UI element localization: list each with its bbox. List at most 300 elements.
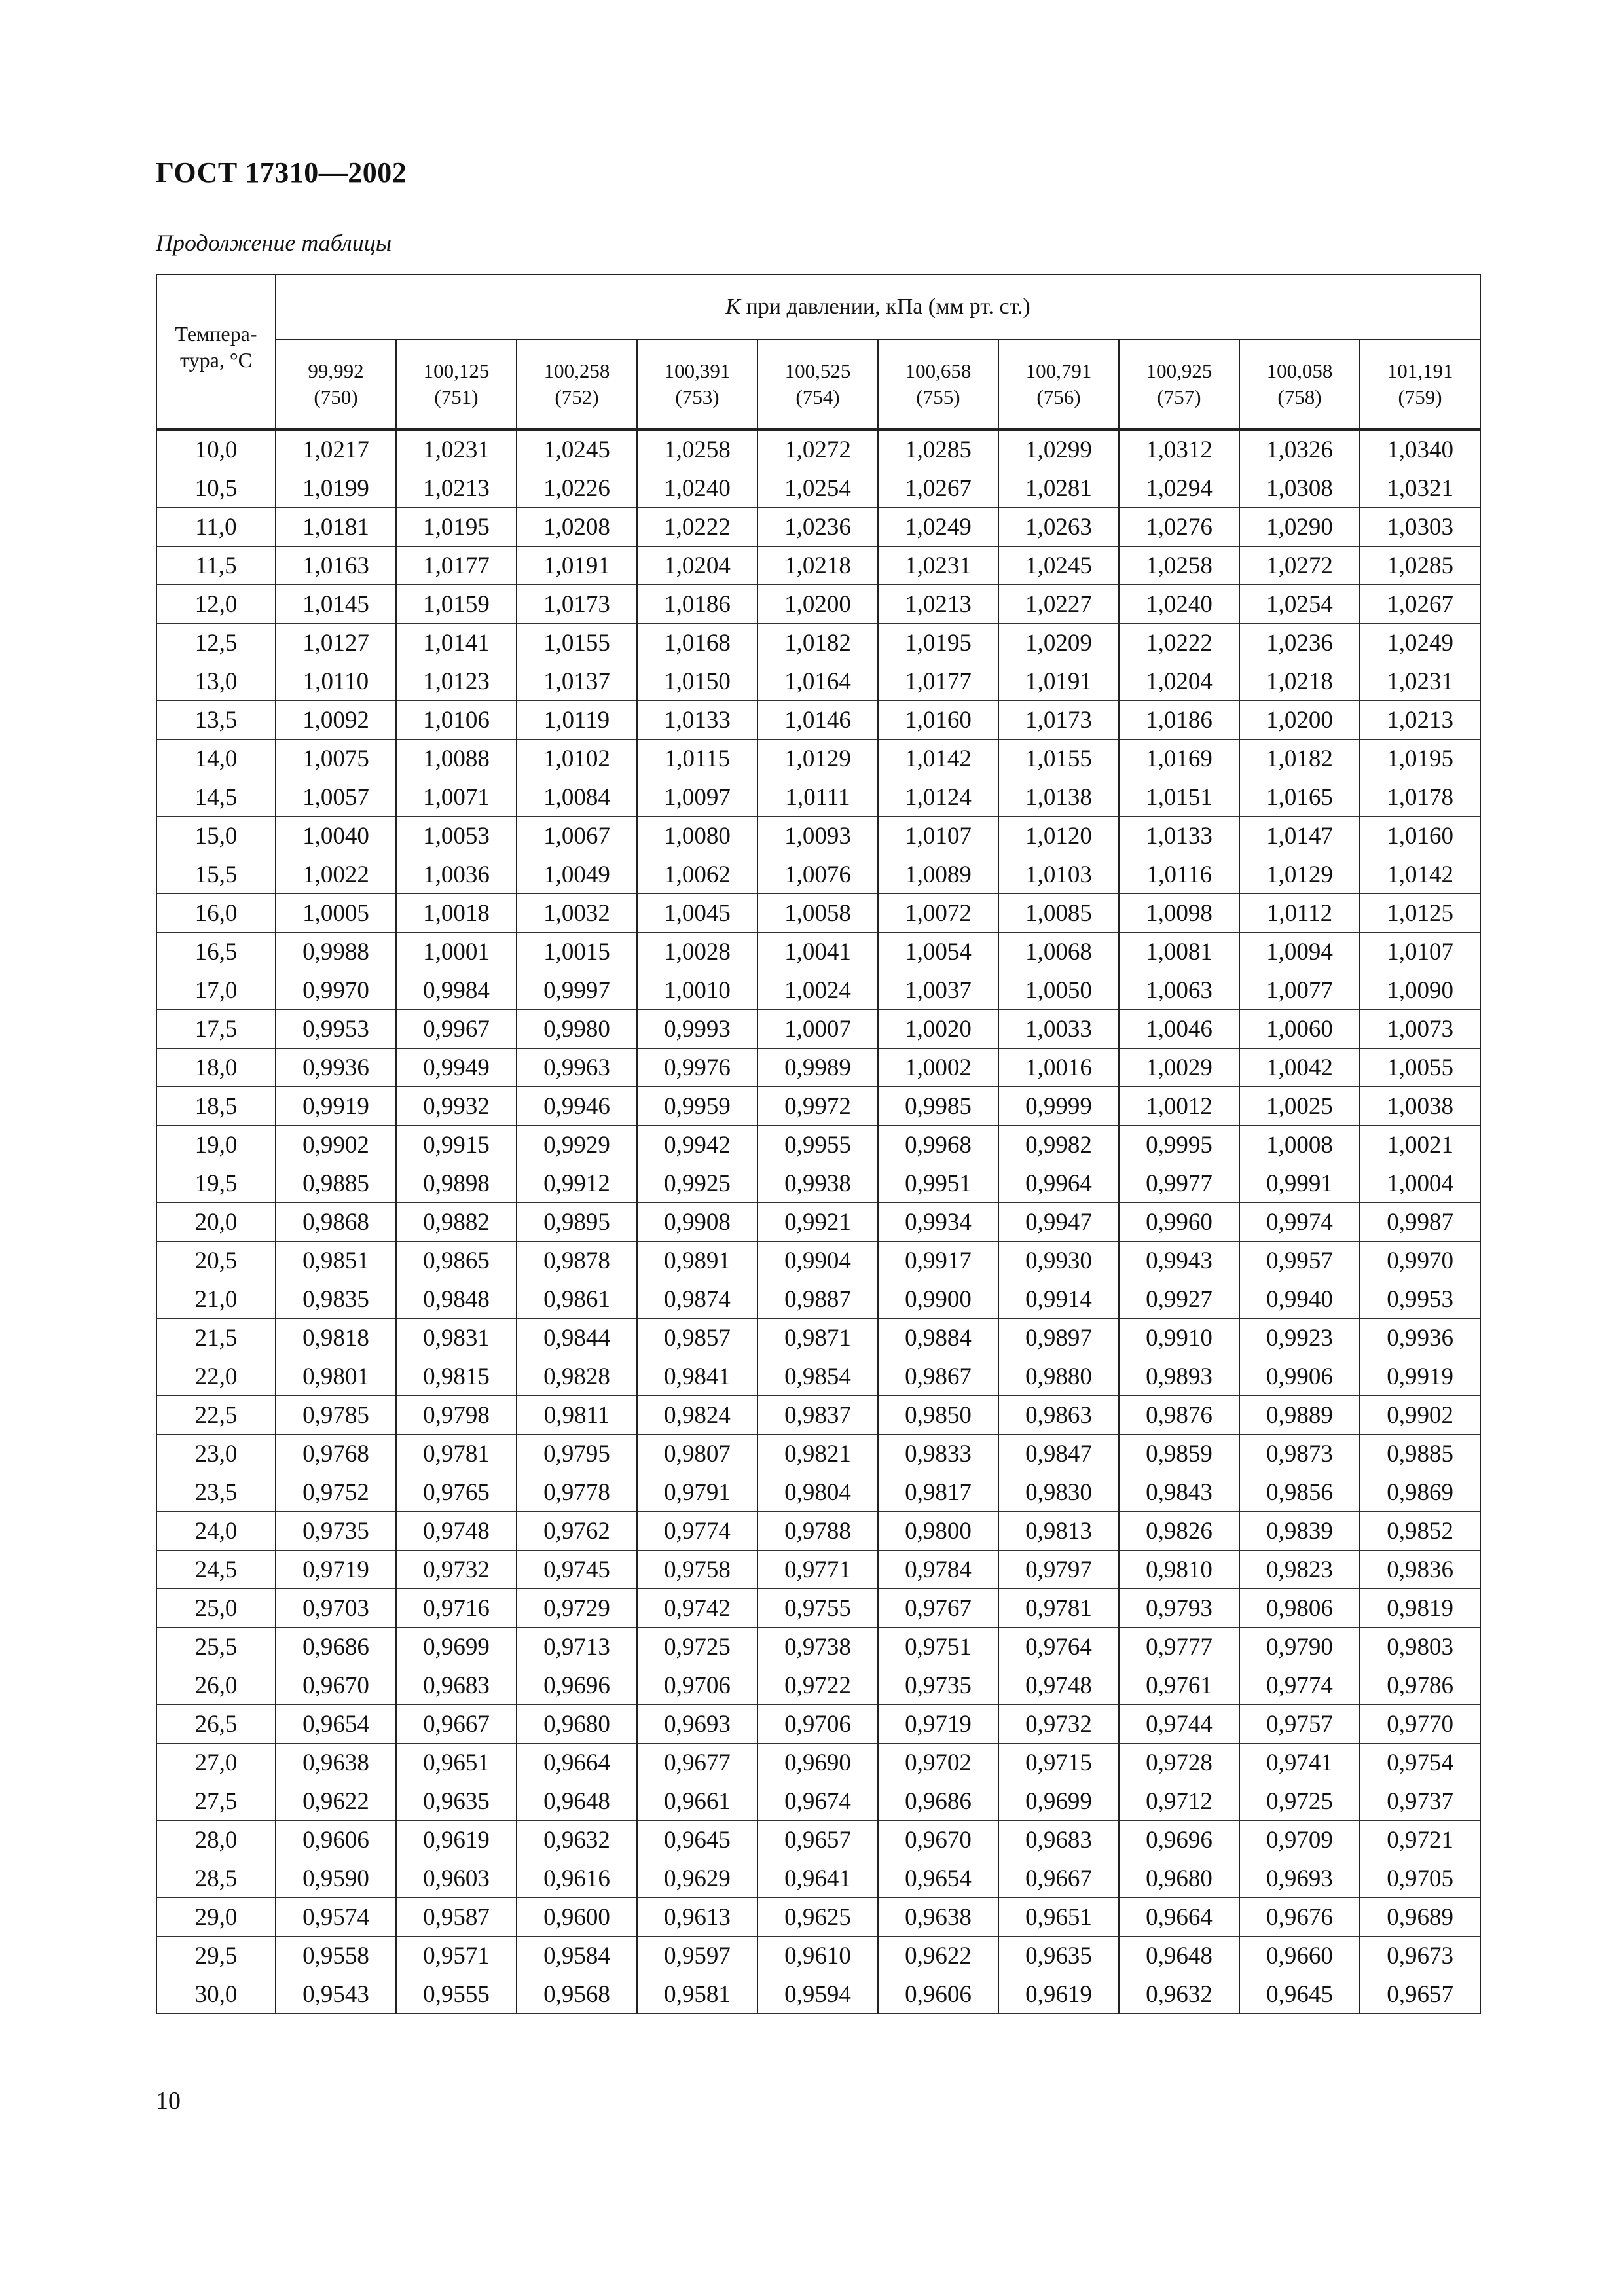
k-value-cell: 1,0272 <box>1239 547 1360 585</box>
k-value-cell: 0,9917 <box>878 1242 998 1280</box>
k-value-cell: 1,0164 <box>757 662 878 701</box>
k-value-cell: 0,9752 <box>276 1473 396 1512</box>
k-value-cell: 1,0222 <box>1119 624 1239 662</box>
k-value-cell: 0,9729 <box>517 1589 637 1628</box>
temperature-cell: 20,5 <box>156 1242 276 1280</box>
table-row <box>156 1280 1480 1319</box>
k-value-cell: 0,9836 <box>1360 1551 1480 1589</box>
k-value-cell: 0,9748 <box>998 1666 1119 1705</box>
table-row <box>156 1898 1480 1937</box>
k-value-cell: 0,9942 <box>637 1126 757 1164</box>
k-value-cell: 1,0303 <box>1360 508 1480 547</box>
k-value-cell: 1,0036 <box>396 855 517 894</box>
temperature-cell: 25,0 <box>156 1589 276 1628</box>
k-value-cell: 0,9791 <box>637 1473 757 1512</box>
k-value-cell: 0,9817 <box>878 1473 998 1512</box>
k-value-cell: 0,9936 <box>1360 1319 1480 1357</box>
k-value-cell: 1,0249 <box>878 508 998 547</box>
k-value-cell: 0,9610 <box>757 1937 878 1975</box>
k-value-cell: 1,0141 <box>396 624 517 662</box>
k-value-cell: 0,9635 <box>998 1937 1119 1975</box>
pressure-column-header <box>878 340 998 429</box>
k-value-cell: 0,9764 <box>998 1628 1119 1666</box>
pressure-column-header <box>1119 340 1239 429</box>
k-value-cell: 0,9801 <box>276 1357 396 1396</box>
pressure-column-header <box>276 340 396 429</box>
k-value-cell: 0,9771 <box>757 1551 878 1589</box>
k-value-cell: 1,0067 <box>517 817 637 855</box>
k-value-cell: 1,0116 <box>1119 855 1239 894</box>
k-value-cell: 1,0127 <box>276 624 396 662</box>
pressure-column-header <box>517 340 637 429</box>
temperature-header-line-1: Темпера- <box>175 322 257 346</box>
k-value-cell: 0,9790 <box>1239 1628 1360 1666</box>
k-value-cell: 0,9654 <box>878 1859 998 1898</box>
pressure-mmhg: (758) <box>1277 386 1322 408</box>
k-value-cell: 0,9677 <box>637 1744 757 1782</box>
k-value-cell: 0,9597 <box>637 1937 757 1975</box>
k-value-cell: 1,0016 <box>998 1049 1119 1087</box>
k-value-cell: 0,9584 <box>517 1937 637 1975</box>
k-value-cell: 0,9568 <box>517 1975 637 2014</box>
k-value-cell: 0,9878 <box>517 1242 637 1280</box>
k-value-cell: 0,9706 <box>757 1705 878 1744</box>
k-value-cell: 1,0326 <box>1239 429 1360 469</box>
k-value-cell: 1,0213 <box>878 585 998 624</box>
table-row <box>156 547 1480 585</box>
k-value-cell: 0,9848 <box>396 1280 517 1319</box>
table-row <box>156 1396 1480 1435</box>
k-value-cell: 1,0272 <box>757 429 878 469</box>
k-value-cell: 1,0226 <box>517 469 637 508</box>
k-value-cell: 1,0037 <box>878 971 998 1010</box>
k-value-cell: 1,0057 <box>276 778 396 817</box>
k-value-cell: 0,9873 <box>1239 1435 1360 1473</box>
k-value-cell: 0,9709 <box>1239 1821 1360 1859</box>
table-row <box>156 971 1480 1010</box>
temperature-cell: 21,5 <box>156 1319 276 1357</box>
k-value-cell: 0,9963 <box>517 1049 637 1087</box>
k-value-cell: 0,9887 <box>757 1280 878 1319</box>
table-row <box>156 1203 1480 1242</box>
k-value-cell: 0,9984 <box>396 971 517 1010</box>
table-row <box>156 701 1480 740</box>
k-value-cell: 1,0063 <box>1119 971 1239 1010</box>
table-row <box>156 508 1480 547</box>
k-value-cell: 1,0227 <box>998 585 1119 624</box>
k-value-cell: 0,9785 <box>276 1396 396 1435</box>
k-value-cell: 0,9953 <box>1360 1280 1480 1319</box>
table-row <box>156 817 1480 855</box>
k-value-cell: 0,9600 <box>517 1898 637 1937</box>
pressure-kpa: 100,058 <box>1266 359 1333 382</box>
k-value-cell: 0,9641 <box>757 1859 878 1898</box>
k-value-cell: 1,0245 <box>998 547 1119 585</box>
k-value-cell: 0,9767 <box>878 1589 998 1628</box>
temperature-cell: 11,5 <box>156 547 276 585</box>
temperature-header-line-2: тура, °C <box>180 348 252 372</box>
k-value-cell: 0,9735 <box>276 1512 396 1551</box>
temperature-cell: 13,0 <box>156 662 276 701</box>
pressure-mmhg: (756) <box>1036 386 1081 408</box>
table-row <box>156 1319 1480 1357</box>
table-row <box>156 1473 1480 1512</box>
k-value-cell: 1,0294 <box>1119 469 1239 508</box>
k-value-cell: 0,9957 <box>1239 1242 1360 1280</box>
k-value-cell: 0,9761 <box>1119 1666 1239 1705</box>
k-value-cell: 0,9861 <box>517 1280 637 1319</box>
k-value-cell: 1,0073 <box>1360 1010 1480 1049</box>
k-value-cell: 1,0254 <box>757 469 878 508</box>
k-value-cell: 1,0028 <box>637 933 757 971</box>
k-value-cell: 1,0285 <box>1360 547 1480 585</box>
k-value-cell: 0,9871 <box>757 1319 878 1357</box>
k-value-cell: 0,9898 <box>396 1164 517 1203</box>
pressure-mmhg: (752) <box>555 386 599 408</box>
k-value-cell: 0,9745 <box>517 1551 637 1589</box>
k-value-cell: 0,9784 <box>878 1551 998 1589</box>
k-value-cell: 0,9648 <box>1119 1937 1239 1975</box>
k-value-cell: 1,0173 <box>998 701 1119 740</box>
k-value-cell: 0,9680 <box>517 1705 637 1744</box>
pressure-kpa: 100,791 <box>1025 359 1092 382</box>
k-value-cell: 1,0312 <box>1119 429 1239 469</box>
k-value-cell: 1,0177 <box>396 547 517 585</box>
k-value-cell: 0,9667 <box>396 1705 517 1744</box>
k-value-cell: 0,9648 <box>517 1782 637 1821</box>
header-row-group <box>156 274 1480 340</box>
pressure-column-header <box>1239 340 1360 429</box>
k-value-cell: 0,9619 <box>998 1975 1119 2014</box>
k-value-cell: 0,9874 <box>637 1280 757 1319</box>
temperature-cell: 23,5 <box>156 1473 276 1512</box>
temperature-cell: 10,5 <box>156 469 276 508</box>
k-value-cell: 0,9818 <box>276 1319 396 1357</box>
k-value-cell: 1,0218 <box>757 547 878 585</box>
k-value-cell: 0,9645 <box>1239 1975 1360 2014</box>
k-value-cell: 1,0236 <box>757 508 878 547</box>
k-value-cell: 1,0112 <box>1239 894 1360 933</box>
k-value-cell: 0,9774 <box>1239 1666 1360 1705</box>
k-value-cell: 1,0115 <box>637 740 757 778</box>
pressure-kpa: 100,658 <box>905 359 972 382</box>
k-value-cell: 0,9865 <box>396 1242 517 1280</box>
k-value-cell: 1,0094 <box>1239 933 1360 971</box>
k-value-cell: 0,9804 <box>757 1473 878 1512</box>
k-value-cell: 1,0125 <box>1360 894 1480 933</box>
k-value-cell: 0,9719 <box>276 1551 396 1589</box>
k-value-cell: 0,9972 <box>757 1087 878 1126</box>
k-value-cell: 0,9819 <box>1360 1589 1480 1628</box>
k-value-cell: 1,0281 <box>998 469 1119 508</box>
k-value-cell: 1,0093 <box>757 817 878 855</box>
k-value-cell: 1,0110 <box>276 662 396 701</box>
k-value-cell: 1,0129 <box>757 740 878 778</box>
k-value-cell: 1,0129 <box>1239 855 1360 894</box>
k-value-cell: 1,0103 <box>998 855 1119 894</box>
temperature-cell: 12,5 <box>156 624 276 662</box>
temperature-column-header <box>156 274 276 429</box>
k-value-cell: 1,0041 <box>757 933 878 971</box>
k-value-cell: 1,0098 <box>1119 894 1239 933</box>
k-value-cell: 0,9977 <box>1119 1164 1239 1203</box>
k-value-cell: 1,0012 <box>1119 1087 1239 1126</box>
k-value-cell: 1,0090 <box>1360 971 1480 1010</box>
k-value-cell: 0,9725 <box>1239 1782 1360 1821</box>
k-value-cell: 1,0010 <box>637 971 757 1010</box>
k-value-cell: 0,9968 <box>878 1126 998 1164</box>
k-value-cell: 1,0182 <box>757 624 878 662</box>
k-value-cell: 1,0046 <box>1119 1010 1239 1049</box>
k-value-cell: 0,9732 <box>998 1705 1119 1744</box>
table-row <box>156 662 1480 701</box>
k-value-cell: 1,0024 <box>757 971 878 1010</box>
k-value-cell: 1,0200 <box>1239 701 1360 740</box>
temperature-cell: 24,5 <box>156 1551 276 1589</box>
k-value-cell: 0,9737 <box>1360 1782 1480 1821</box>
k-value-cell: 1,0169 <box>1119 740 1239 778</box>
k-value-cell: 0,9674 <box>757 1782 878 1821</box>
k-value-cell: 0,9982 <box>998 1126 1119 1164</box>
k-value-cell: 0,9777 <box>1119 1628 1239 1666</box>
k-value-cell: 0,9859 <box>1119 1435 1239 1473</box>
header-row-pressures <box>156 340 1480 429</box>
k-value-cell: 0,9955 <box>757 1126 878 1164</box>
k-value-cell: 1,0254 <box>1239 585 1360 624</box>
k-value-cell: 0,9732 <box>396 1551 517 1589</box>
temperature-cell: 10,0 <box>156 429 276 469</box>
temperature-cell: 18,0 <box>156 1049 276 1087</box>
k-value-cell: 0,9716 <box>396 1589 517 1628</box>
k-value-cell: 1,0029 <box>1119 1049 1239 1087</box>
k-value-cell: 0,9837 <box>757 1396 878 1435</box>
k-value-cell: 0,9770 <box>1360 1705 1480 1744</box>
table-row <box>156 1821 1480 1859</box>
k-value-cell: 0,9919 <box>1360 1357 1480 1396</box>
pressure-mmhg: (759) <box>1398 386 1442 408</box>
pressure-column-header <box>998 340 1119 429</box>
k-value-cell: 0,9693 <box>1239 1859 1360 1898</box>
temperature-cell: 15,0 <box>156 817 276 855</box>
table-row <box>156 1164 1480 1203</box>
k-value-cell: 0,9632 <box>517 1821 637 1859</box>
k-value-cell: 0,9902 <box>1360 1396 1480 1435</box>
k-value-cell: 0,9900 <box>878 1280 998 1319</box>
k-value-cell: 0,9702 <box>878 1744 998 1782</box>
k-value-cell: 1,0177 <box>878 662 998 701</box>
k-value-cell: 0,9774 <box>637 1512 757 1551</box>
k-value-cell: 1,0155 <box>998 740 1119 778</box>
k-value-cell: 0,9902 <box>276 1126 396 1164</box>
k-value-cell: 0,9696 <box>517 1666 637 1705</box>
k-value-cell: 1,0208 <box>517 508 637 547</box>
k-value-cell: 1,0089 <box>878 855 998 894</box>
k-value-cell: 0,9906 <box>1239 1357 1360 1396</box>
k-value-cell: 0,9645 <box>637 1821 757 1859</box>
k-value-cell: 0,9795 <box>517 1435 637 1473</box>
k-value-cell: 0,9781 <box>998 1589 1119 1628</box>
k-value-cell: 0,9686 <box>276 1628 396 1666</box>
k-value-cell: 0,9788 <box>757 1512 878 1551</box>
temperature-cell: 21,0 <box>156 1280 276 1319</box>
k-value-cell: 0,9603 <box>396 1859 517 1898</box>
k-value-cell: 0,9725 <box>637 1628 757 1666</box>
table-row <box>156 429 1480 469</box>
table-row <box>156 1357 1480 1396</box>
k-value-cell: 0,9619 <box>396 1821 517 1859</box>
k-value-cell: 0,9590 <box>276 1859 396 1898</box>
k-value-cell: 0,9625 <box>757 1898 878 1937</box>
k-value-cell: 0,9806 <box>1239 1589 1360 1628</box>
k-value-cell: 0,9748 <box>396 1512 517 1551</box>
k-value-cell: 0,9683 <box>998 1821 1119 1859</box>
temperature-cell: 26,5 <box>156 1705 276 1744</box>
k-value-cell: 1,0249 <box>1360 624 1480 662</box>
k-value-cell: 1,0138 <box>998 778 1119 817</box>
k-value-cell: 0,9830 <box>998 1473 1119 1512</box>
k-value-cell: 0,9689 <box>1360 1898 1480 1937</box>
k-value-cell: 0,9670 <box>878 1821 998 1859</box>
k-value-cell: 1,0120 <box>998 817 1119 855</box>
k-value-cell: 1,0199 <box>276 469 396 508</box>
k-value-cell: 1,0151 <box>1119 778 1239 817</box>
k-value-cell: 1,0054 <box>878 933 998 971</box>
k-value-cell: 0,9915 <box>396 1126 517 1164</box>
k-value-cell: 0,9657 <box>1360 1975 1480 2014</box>
k-value-cell: 0,9654 <box>276 1705 396 1744</box>
k-value-cell: 1,0285 <box>878 429 998 469</box>
k-value-cell: 0,9587 <box>396 1898 517 1937</box>
temperature-cell: 15,5 <box>156 855 276 894</box>
temperature-cell: 17,5 <box>156 1010 276 1049</box>
table-row <box>156 1551 1480 1589</box>
k-value-cell: 1,0072 <box>878 894 998 933</box>
k-value-cell: 0,9690 <box>757 1744 878 1782</box>
k-value-cell: 0,9664 <box>517 1744 637 1782</box>
k-value-cell: 1,0004 <box>1360 1164 1480 1203</box>
k-value-cell: 1,0240 <box>637 469 757 508</box>
k-value-cell: 0,9943 <box>1119 1242 1239 1280</box>
k-value-cell: 0,9949 <box>396 1049 517 1087</box>
k-value-cell: 1,0025 <box>1239 1087 1360 1126</box>
table-row <box>156 1666 1480 1705</box>
k-value-cell: 1,0145 <box>276 585 396 624</box>
k-value-cell: 0,9863 <box>998 1396 1119 1435</box>
k-value-cell: 0,9558 <box>276 1937 396 1975</box>
k-value-cell: 0,9930 <box>998 1242 1119 1280</box>
k-value-cell: 0,9985 <box>878 1087 998 1126</box>
k-value-cell: 0,9835 <box>276 1280 396 1319</box>
k-value-cell: 0,9807 <box>637 1435 757 1473</box>
k-value-cell: 0,9722 <box>757 1666 878 1705</box>
k-value-cell: 0,9781 <box>396 1435 517 1473</box>
pressure-kpa: 100,391 <box>664 359 731 382</box>
k-value-cell: 0,9670 <box>276 1666 396 1705</box>
table-row <box>156 1242 1480 1280</box>
k-value-cell: 0,9833 <box>878 1435 998 1473</box>
k-value-cell: 0,9882 <box>396 1203 517 1242</box>
k-value-cell: 1,0276 <box>1119 508 1239 547</box>
k-value-cell: 0,9606 <box>878 1975 998 2014</box>
k-value-cell: 1,0092 <box>276 701 396 740</box>
k-value-cell: 0,9821 <box>757 1435 878 1473</box>
k-value-cell: 0,9891 <box>637 1242 757 1280</box>
k-value-cell: 0,9927 <box>1119 1280 1239 1319</box>
k-value-cell: 0,9778 <box>517 1473 637 1512</box>
k-value-cell: 1,0102 <box>517 740 637 778</box>
k-value-cell: 0,9629 <box>637 1859 757 1898</box>
k-value-cell: 0,9728 <box>1119 1744 1239 1782</box>
k-value-cell: 0,9843 <box>1119 1473 1239 1512</box>
k-value-cell: 0,9606 <box>276 1821 396 1859</box>
k-value-cell: 1,0213 <box>1360 701 1480 740</box>
table-body <box>156 429 1480 2014</box>
temperature-cell: 12,0 <box>156 585 276 624</box>
pressure-group-header <box>276 274 1480 340</box>
table-row <box>156 1512 1480 1551</box>
k-value-cell: 0,9635 <box>396 1782 517 1821</box>
k-value-cell: 1,0060 <box>1239 1010 1360 1049</box>
k-value-cell: 1,0155 <box>517 624 637 662</box>
k-value-cell: 0,9705 <box>1360 1859 1480 1898</box>
k-value-cell: 0,9793 <box>1119 1589 1239 1628</box>
k-value-cell: 0,9651 <box>396 1744 517 1782</box>
k-value-cell: 1,0133 <box>1119 817 1239 855</box>
k-value-cell: 1,0178 <box>1360 778 1480 817</box>
k-value-cell: 0,9934 <box>878 1203 998 1242</box>
k-value-cell: 1,0222 <box>637 508 757 547</box>
k-value-cell: 0,9765 <box>396 1473 517 1512</box>
k-value-cell: 1,0077 <box>1239 971 1360 1010</box>
temperature-cell: 16,0 <box>156 894 276 933</box>
k-value-cell: 0,9988 <box>276 933 396 971</box>
k-value-cell: 0,9742 <box>637 1589 757 1628</box>
k-value-cell: 1,0097 <box>637 778 757 817</box>
k-value-cell: 0,9919 <box>276 1087 396 1126</box>
k-value-cell: 1,0163 <box>276 547 396 585</box>
k-value-cell: 1,0186 <box>1119 701 1239 740</box>
pressure-kpa: 99,992 <box>308 359 364 382</box>
temperature-cell: 14,0 <box>156 740 276 778</box>
k-value-cell: 1,0263 <box>998 508 1119 547</box>
k-value-cell: 1,0182 <box>1239 740 1360 778</box>
k-value-cell: 0,9661 <box>637 1782 757 1821</box>
k-value-cell: 0,9828 <box>517 1357 637 1396</box>
k-value-cell: 1,0033 <box>998 1010 1119 1049</box>
k-value-cell: 0,9959 <box>637 1087 757 1126</box>
k-value-cell: 0,9706 <box>637 1666 757 1705</box>
temperature-cell: 24,0 <box>156 1512 276 1551</box>
k-value-cell: 0,9980 <box>517 1010 637 1049</box>
k-value-cell: 0,9869 <box>1360 1473 1480 1512</box>
k-value-cell: 0,9581 <box>637 1975 757 2014</box>
k-value-cell: 1,0168 <box>637 624 757 662</box>
k-value-cell: 1,0042 <box>1239 1049 1360 1087</box>
k-value-cell: 0,9895 <box>517 1203 637 1242</box>
k-value-cell: 0,9921 <box>757 1203 878 1242</box>
k-value-cell: 1,0022 <box>276 855 396 894</box>
k-value-cell: 1,0213 <box>396 469 517 508</box>
k-value-cell: 1,0080 <box>637 817 757 855</box>
k-value-cell: 1,0088 <box>396 740 517 778</box>
k-value-cell: 0,9857 <box>637 1319 757 1357</box>
k-value-cell: 1,0032 <box>517 894 637 933</box>
k-value-cell: 1,0008 <box>1239 1126 1360 1164</box>
k-value-cell: 1,0258 <box>637 429 757 469</box>
temperature-cell: 23,0 <box>156 1435 276 1473</box>
k-value-cell: 0,9844 <box>517 1319 637 1357</box>
k-value-cell: 0,9912 <box>517 1164 637 1203</box>
